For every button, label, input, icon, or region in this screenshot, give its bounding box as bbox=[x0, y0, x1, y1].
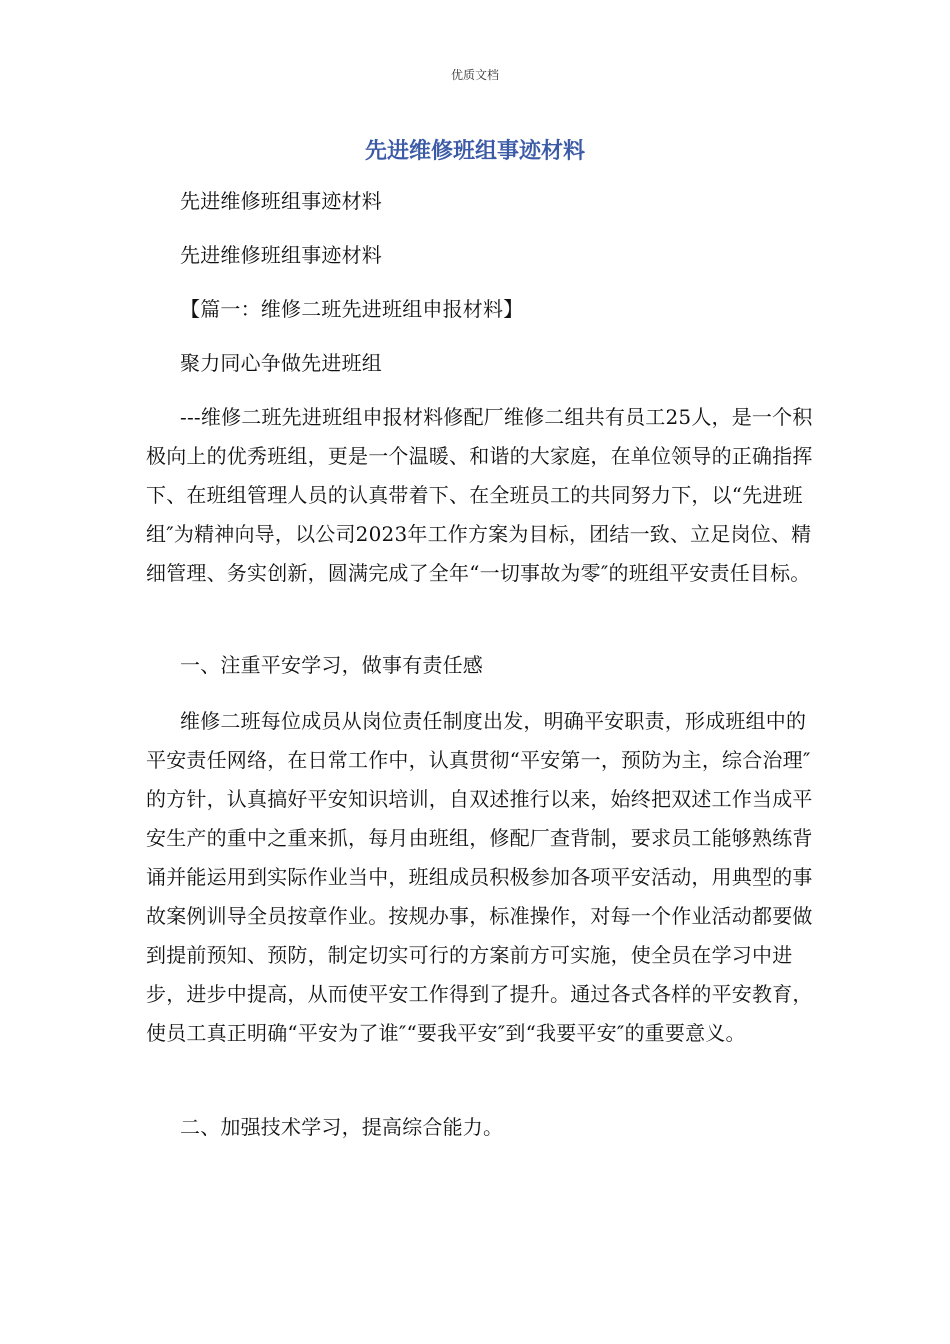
paragraph-section-heading: 【篇一：维修二班先进班组申报材料】 bbox=[180, 297, 524, 321]
page-header-label: 优质文档 bbox=[450, 68, 499, 82]
paragraph-subtitle-2: 先进维修班组事迹材料 bbox=[180, 243, 382, 267]
paragraph-heading-1: 一、注重平安学习，做事有责任感 bbox=[180, 653, 483, 677]
paragraph-intro: ---维修二班先进班组申报材料修配厂维修二组共有员工25人，是一个积极向上的优秀班组，更是一个温暖、和谐的大家庭，在单位领导的正确指挥下、在班组管理人员的认真带着下、在全班员工的共同努力下，以“先进班组″为精神向导，以公司2023年工作方案为目标，团结一致、立足岗位、精细管理、务实创新，圆满完成了全年“一切事故为零″的班组平安责任目标。 bbox=[146, 405, 813, 585]
paragraph-body-1: 维修二班每位成员从岗位责任制度出发，明确平安职责，形成班组中的平安责任网络，在日常工作中，认真贯彻“平安第一，预防为主，综合治理″的方针，认真搞好平安知识培训，自双述推行以来，始终把双述工作当成平安生产的重中之重来抓，每月由班组，修配厂查背制，要求员工能够熟练背诵并能运用到实际作业当中，班组成员积极参加各项平安活动，用典型的事故案例训导全员按章作业。按规办事，标准操作，对每一个作业活动都要做到提前预知、预防，制定切实可行的方案前方可实施，使全员在学习中进步，进步中提高，从而使平安工作得到了提升。通过各式各样的平安教育，使员工真正明确“平安为了谁″“要我平安″到“我要平安″的重要意义。 bbox=[146, 709, 813, 1045]
paragraph-tagline: 聚力同心争做先进班组 bbox=[180, 351, 382, 375]
paragraph-heading-2: 二、加强技术学习，提高综合能力。 bbox=[180, 1115, 504, 1139]
paragraph-subtitle-1: 先进维修班组事迹材料 bbox=[180, 189, 382, 213]
document-title: 先进维修班组事迹材料 bbox=[364, 139, 585, 164]
